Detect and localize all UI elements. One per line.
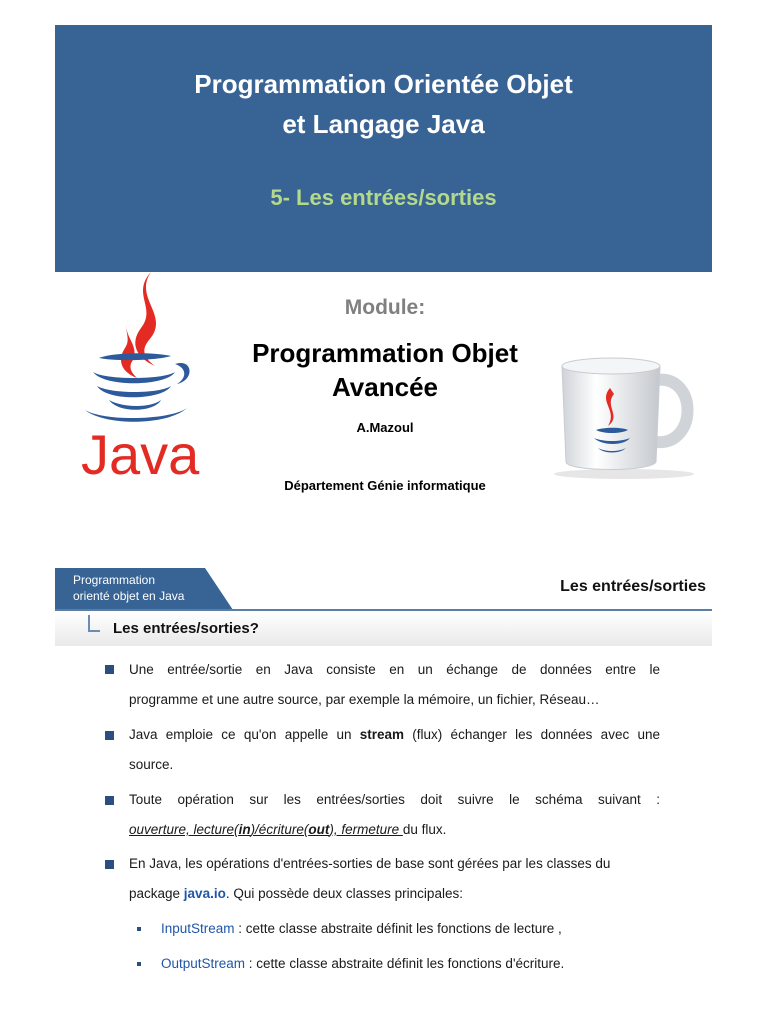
schema-in: in (238, 822, 251, 837)
sub-bullet-icon (137, 962, 141, 966)
header-divider (55, 609, 712, 611)
bullet-square-icon (105, 796, 114, 805)
inputstream-class: InputStream (161, 921, 235, 936)
course-tag-line-1: Programmation (73, 573, 156, 587)
bullet-4-text-b: . Qui possède deux classes principales: (225, 886, 463, 901)
schema-out: out (308, 822, 330, 837)
sub-bullet-icon (137, 927, 141, 931)
module-title (215, 336, 555, 404)
lecture-subtitle: 5- Les entrées/sorties (270, 185, 497, 210)
author-name: A.Mazoul (356, 420, 414, 435)
module-label: Module: (344, 296, 426, 319)
bullet-1-line-2: programme et une autre source, par exemple la mémoire, un fichier, Réseau… (129, 692, 600, 707)
module-title-line-2: Avancée (332, 372, 438, 402)
section-corner-icon (88, 615, 100, 632)
bullet-4-line-1: En Java, les opérations d'entrées-sorties de base sont gérées par les classes du (129, 856, 611, 871)
bullet-square-icon (105, 665, 114, 674)
bullet-2-line-1 (129, 720, 660, 750)
stream-keyword: stream (359, 727, 405, 742)
schema-close: ), fermeture (329, 822, 403, 837)
department-name: Département Génie informatique (284, 478, 486, 493)
outputstream-desc: : cette classe abstraite définit les fonctions d'écriture. (245, 956, 565, 971)
sub-bullet-inputstream (161, 919, 681, 939)
section-title: Les entrées/sorties? (113, 620, 259, 637)
slide-header-title: Les entrées/sorties (560, 578, 706, 595)
java-io-package: java.io (183, 886, 226, 901)
bullet-square-icon (105, 731, 114, 740)
schema-open: ouverture, lecture( (129, 822, 239, 837)
bullet-square-icon (105, 860, 114, 869)
bullet-4-line-2 (129, 879, 660, 909)
bullet-4-text-a: package (129, 886, 184, 901)
bullet-3-line-1: Toute opération sur les entrées/sorties doit suivre le schéma suivant : (129, 792, 660, 807)
module-title-line-1: Programmation Objet (252, 338, 518, 368)
bullet-2-line-2: source. (129, 757, 174, 772)
java-logo-icon (75, 268, 205, 490)
sub-bullet-outputstream (161, 954, 681, 974)
bullet-3 (129, 785, 660, 845)
course-tag (55, 568, 275, 610)
inputstream-desc: : cette classe abstraite définit les fonctions de lecture , (234, 921, 562, 936)
bullet-2 (129, 720, 660, 780)
title-line-2: et Langage Java (282, 109, 485, 139)
title-banner (55, 25, 712, 272)
java-mug-icon (548, 350, 700, 480)
course-tag-text (73, 572, 184, 604)
outputstream-class: OutputStream (161, 956, 246, 971)
bullet-2-text-a: Java emploie ce qu'on appelle un (129, 727, 360, 742)
schema-write: )/écriture( (250, 822, 309, 837)
bullet-3-line-2 (129, 815, 660, 845)
bullet-1 (129, 655, 660, 715)
bullet-4 (129, 849, 660, 909)
java-logo-text: Java (81, 423, 200, 486)
bullet-1-line-1: Une entrée/sortie en Java consiste en un échange de données entre le (129, 662, 660, 677)
title-line-1: Programmation Orientée Objet (194, 69, 573, 99)
schema-end: du flux. (402, 822, 447, 837)
bullet-2-text-b: (flux) échanger les données avec une (404, 727, 660, 742)
course-tag-line-2: orienté objet en Java (73, 589, 185, 603)
